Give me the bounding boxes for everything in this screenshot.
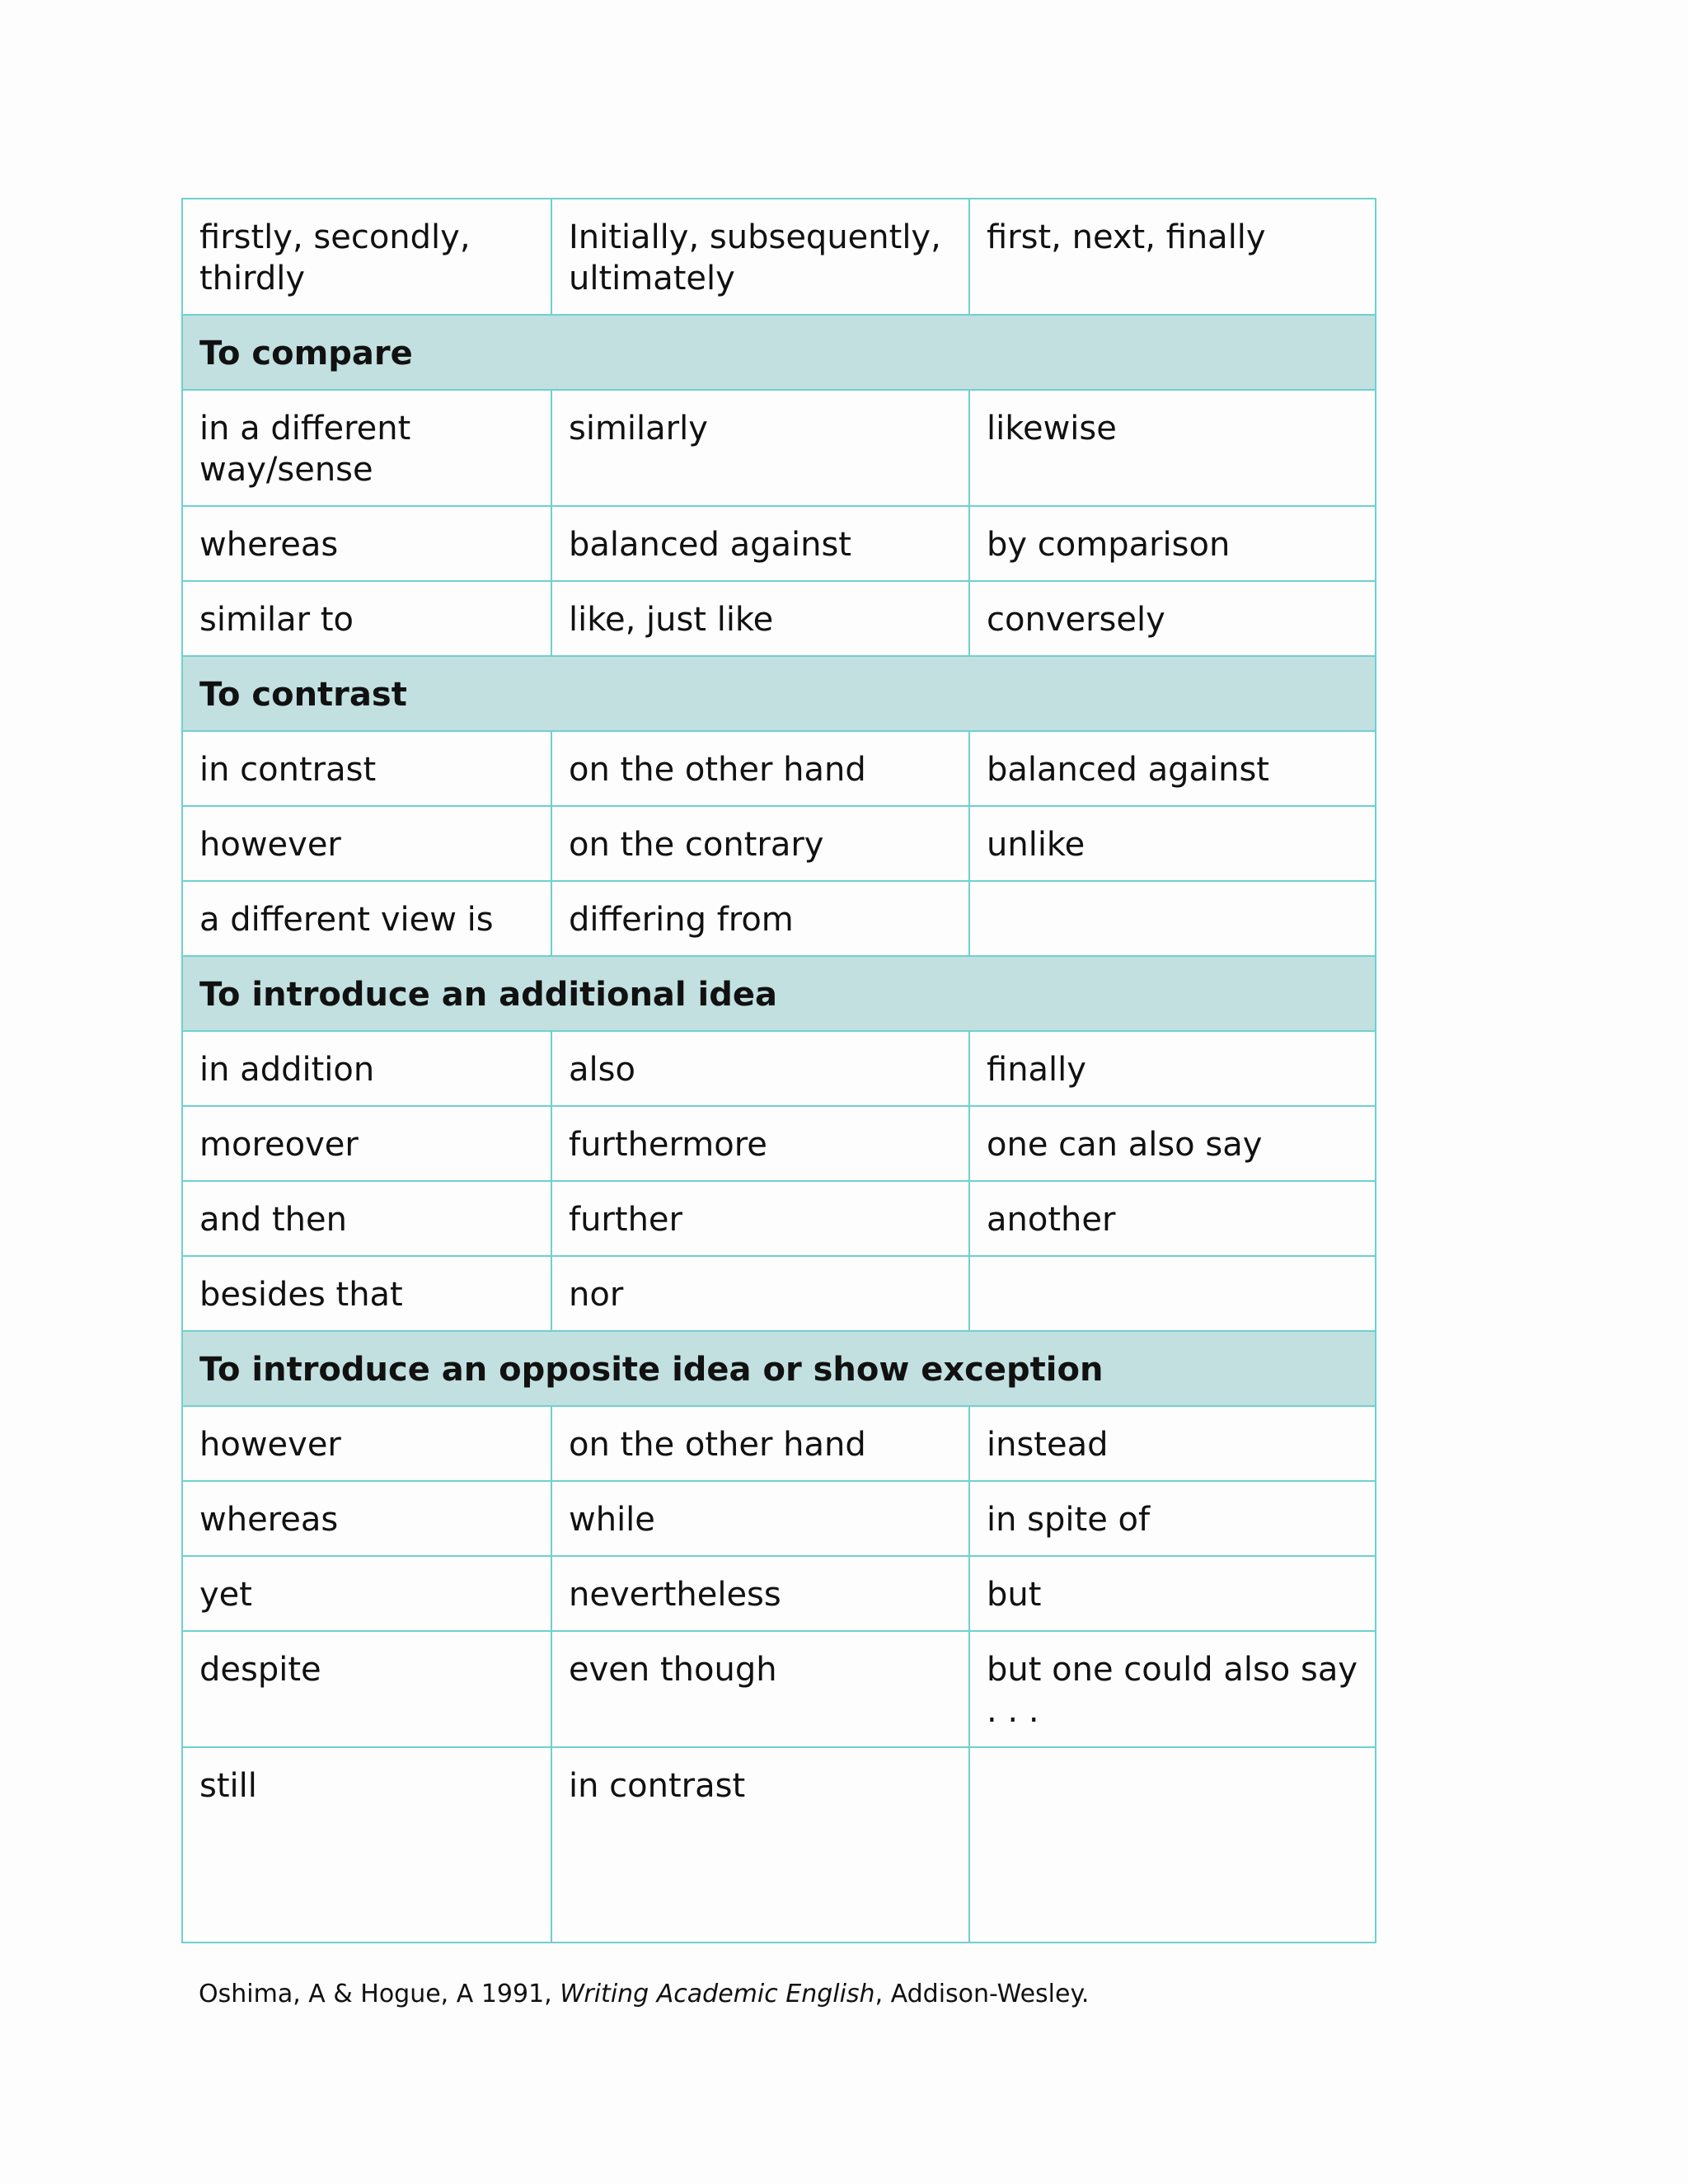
table-row (182, 581, 1376, 656)
reference-publisher: , Addison-Wesley. (874, 1980, 1090, 2008)
table-cell: similar to (182, 581, 551, 656)
table-row (182, 1031, 1376, 1106)
table-cell: a different view is (182, 881, 551, 956)
table-cell-empty (969, 1256, 1376, 1331)
table-cell: likewise (969, 390, 1376, 506)
section-header-row (182, 656, 1376, 731)
table-row (182, 1181, 1376, 1256)
table-cell: still (182, 1747, 551, 1943)
table-cell: in a different way/sense (182, 390, 551, 506)
table-cell: moreover (182, 1106, 551, 1181)
table-cell: in contrast (551, 1747, 969, 1943)
table-row (182, 506, 1376, 581)
connectives-table (181, 198, 1376, 1943)
table-cell: whereas (182, 1481, 551, 1556)
reference-citation (199, 1978, 1089, 2011)
table-cell: nor (551, 1256, 969, 1331)
table-cell: while (551, 1481, 969, 1556)
table-cell: furthermore (551, 1106, 969, 1181)
table-cell: despite (182, 1631, 551, 1747)
table-row (182, 731, 1376, 806)
section-header-contrast: To contrast (182, 656, 1376, 731)
section-header-row (182, 956, 1376, 1031)
table-cell: one can also say (969, 1106, 1376, 1181)
table-cell: unlike (969, 806, 1376, 881)
table-row (182, 881, 1376, 956)
table-row (182, 1631, 1376, 1747)
table-cell: similarly (551, 390, 969, 506)
table-cell: nevertheless (551, 1556, 969, 1631)
table-cell: instead (969, 1406, 1376, 1481)
table-cell: in contrast (182, 731, 551, 806)
table-cell: finally (969, 1031, 1376, 1106)
reference-authors: Oshima, A & Hogue, A 1991, (199, 1980, 560, 2008)
table-cell: on the other hand (551, 1406, 969, 1481)
table-cell: balanced against (969, 731, 1376, 806)
table-cell-empty (969, 881, 1376, 956)
table-cell: by comparison (969, 506, 1376, 581)
table-row (182, 806, 1376, 881)
table-cell: further (551, 1181, 969, 1256)
table-cell: balanced against (551, 506, 969, 581)
table-row (182, 1556, 1376, 1631)
table-row (182, 199, 1376, 315)
table-cell: in spite of (969, 1481, 1376, 1556)
table-cell: yet (182, 1556, 551, 1631)
table-cell: in addition (182, 1031, 551, 1106)
table-cell: another (969, 1181, 1376, 1256)
table-cell: on the contrary (551, 806, 969, 881)
table-cell: on the other hand (551, 731, 969, 806)
section-header-row (182, 315, 1376, 390)
table-row (182, 1481, 1376, 1556)
section-header-opposite-idea: To introduce an opposite idea or show exception (182, 1331, 1376, 1406)
table-cell: also (551, 1031, 969, 1106)
table-cell: differing from (551, 881, 969, 956)
table-cell: firstly, secondly, thirdly (182, 199, 551, 315)
table-cell-empty (969, 1747, 1376, 1943)
table-cell: like, just like (551, 581, 969, 656)
table-row (182, 1106, 1376, 1181)
section-header-row (182, 1331, 1376, 1406)
table-cell: however (182, 1406, 551, 1481)
table-row (182, 390, 1376, 506)
reference-title: Writing Academic English (560, 1980, 875, 2008)
table-cell: but one could also say . . . (969, 1631, 1376, 1747)
table-row (182, 1406, 1376, 1481)
section-header-compare: To compare (182, 315, 1376, 390)
table-row (182, 1747, 1376, 1943)
table-cell: Initially, subsequently, ultimately (551, 199, 969, 315)
table-cell: first, next, finally (969, 199, 1376, 315)
table-cell: however (182, 806, 551, 881)
table-cell: whereas (182, 506, 551, 581)
table-cell: besides that (182, 1256, 551, 1331)
section-header-additional-idea: To introduce an additional idea (182, 956, 1376, 1031)
table-row (182, 1256, 1376, 1331)
table-cell: even though (551, 1631, 969, 1747)
table-cell: conversely (969, 581, 1376, 656)
table-cell: but (969, 1556, 1376, 1631)
table-cell: and then (182, 1181, 551, 1256)
